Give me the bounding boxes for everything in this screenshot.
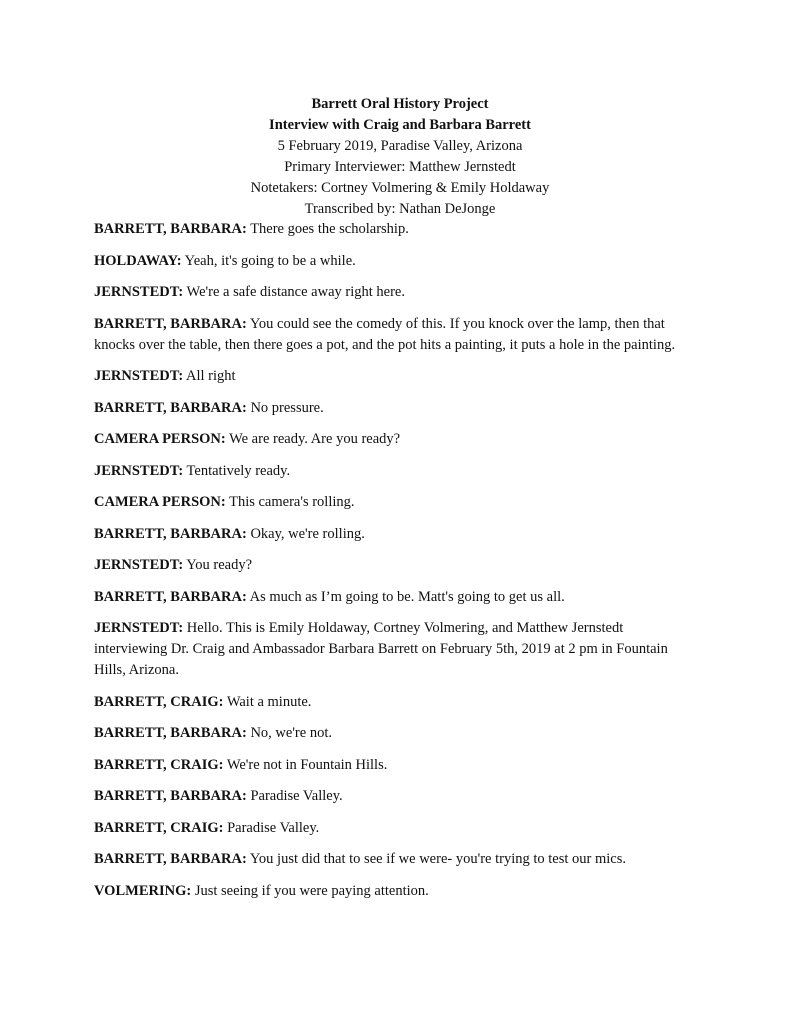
transcript-turn — [94, 786, 699, 807]
transcript-turn — [94, 849, 699, 870]
transcript-turn — [94, 881, 699, 902]
interviewer-line: Primary Interviewer: Matthew Jernstedt — [284, 159, 516, 175]
transcript-turn — [94, 366, 699, 387]
utterance-text: This camera's rolling. — [229, 494, 355, 510]
speaker-name: JERNSTEDT: — [94, 462, 184, 479]
transcript-turn — [94, 755, 699, 776]
transcript-turn — [94, 692, 699, 713]
utterance-text: No pressure. — [250, 399, 324, 416]
utterance-text: Wait a minute. — [226, 693, 312, 710]
speaker-name: BARRETT, BARBARA: — [94, 525, 247, 542]
speaker-name: BARRETT, BARBARA: — [94, 399, 247, 416]
utterance-text: Okay, we're rolling. — [250, 525, 365, 542]
utterance-text: You could see the comedy of this. If you knock over the lamp, then that knocks over the table, then there goes a pot, and the pot hits a painting, it puts a hole in the painting. — [94, 315, 676, 353]
speaker-name: JERNSTEDT: — [94, 620, 184, 636]
utterance-text: Hello. This is Emily Holdaway, Cortney Volmering, and Matthew Jernstedt interviewing Dr. Craig and Ambassador Barbara Barrett on February 5th, 2019 at 2 pm in Fountain Hills, Arizona. — [94, 620, 668, 678]
notetakers-line: Notetakers: Cortney Volmering & Emily Holdaway — [250, 180, 550, 196]
speaker-name: JERNSTEDT: — [94, 284, 184, 300]
utterance-text: Yeah, it's going to be a while. — [184, 252, 356, 269]
transcript-turn — [94, 282, 699, 303]
speaker-name: CAMERA PERSON: — [94, 431, 226, 447]
transcript-turn — [94, 555, 699, 576]
speaker-name: BARRETT, CRAIG: — [94, 756, 224, 773]
utterance-text: There goes the scholarship. — [250, 221, 409, 237]
interview-title: Interview with Craig and Barbara Barrett — [269, 117, 531, 133]
transcript-turn — [94, 524, 699, 545]
transcript-turn — [94, 398, 699, 419]
transcript-turn — [94, 314, 699, 356]
transcript-turn — [94, 492, 699, 513]
transcript-turn — [94, 587, 699, 608]
transcript-turn — [94, 618, 699, 681]
document-header — [0, 94, 800, 220]
utterance-text: You just did that to see if we were- you're trying to test our mics. — [249, 851, 626, 867]
transcript-turn — [94, 818, 699, 839]
utterance-text: Just seeing if you were paying attention. — [194, 882, 429, 899]
utterance-text: Tentatively ready. — [186, 462, 291, 479]
speaker-name: HOLDAWAY: — [94, 252, 182, 269]
utterance-text: We're a safe distance away right here. — [186, 284, 405, 300]
transcript-turn — [94, 461, 699, 482]
speaker-name: BARRETT, BARBARA: — [94, 788, 247, 804]
utterance-text: As much as I’m going to be. Matt's going to get us all. — [249, 588, 565, 605]
transcript-body — [94, 219, 699, 912]
speaker-name: BARRETT, CRAIG: — [94, 693, 224, 710]
speaker-name: JERNSTEDT: — [94, 557, 184, 573]
speaker-name: BARRETT, BARBARA: — [94, 315, 247, 332]
project-title: Barrett Oral History Project — [311, 96, 489, 112]
speaker-name: JERNSTEDT: — [94, 368, 184, 384]
utterance-text: No, we're not. — [250, 725, 332, 741]
speaker-name: VOLMERING: — [94, 882, 192, 899]
date-location: 5 February 2019, Paradise Valley, Arizona — [277, 138, 523, 154]
utterance-text: Paradise Valley. — [250, 788, 343, 804]
transcript-turn — [94, 251, 699, 272]
speaker-name: BARRETT, BARBARA: — [94, 588, 247, 605]
transcript-turn — [94, 219, 699, 240]
utterance-text: You ready? — [186, 557, 253, 573]
speaker-name: BARRETT, BARBARA: — [94, 725, 247, 741]
speaker-name: BARRETT, BARBARA: — [94, 221, 247, 237]
speaker-name: CAMERA PERSON: — [94, 494, 226, 510]
utterance-text: We're not in Fountain Hills. — [226, 756, 388, 773]
utterance-text: We are ready. Are you ready? — [229, 431, 401, 447]
transcriber-line: Transcribed by: Nathan DeJonge — [304, 201, 496, 217]
transcript-turn — [94, 429, 699, 450]
utterance-text: Paradise Valley. — [227, 819, 320, 836]
utterance-text: All right — [186, 368, 236, 384]
transcript-turn — [94, 723, 699, 744]
speaker-name: BARRETT, BARBARA: — [94, 851, 247, 867]
speaker-name: BARRETT, CRAIG: — [94, 819, 224, 836]
